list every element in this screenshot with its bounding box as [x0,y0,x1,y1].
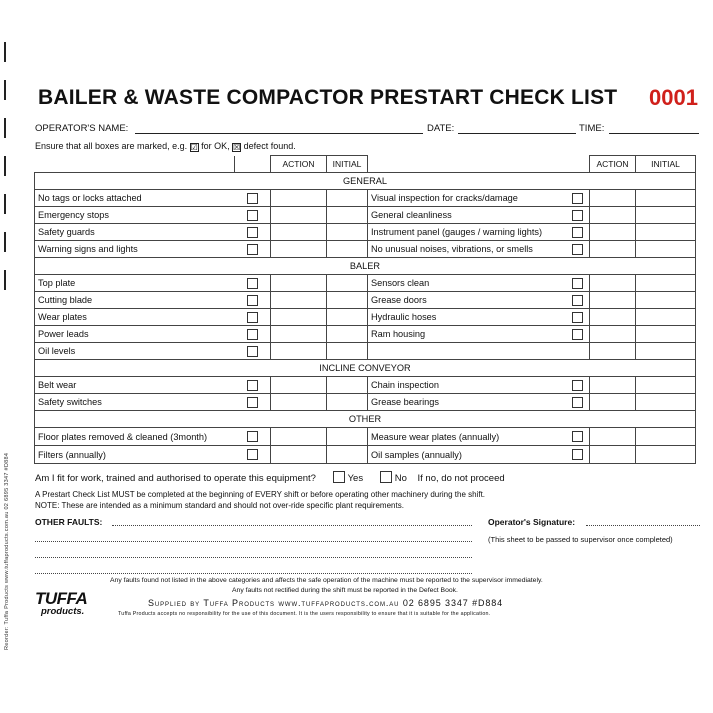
check-box-cell [235,343,271,360]
check-item-label: Measure wear plates (annually) [368,428,590,446]
checklist-table [34,155,696,464]
edge-mark [4,42,6,62]
checklist-row [35,446,696,464]
no-label: No [394,473,407,484]
check-item-label [368,343,590,360]
check-box-cell [235,377,271,394]
disclaimer: Tuffa Products accepts no responsibility for the use of this document. It is the users responsibility to ensure that it is suitable for the application. [118,611,491,617]
checklist-row [35,292,696,309]
section-title: BALER [35,258,696,275]
initial-header: INITIAL [636,156,696,173]
other-faults-line[interactable] [35,541,472,542]
check-checkbox[interactable] [247,329,258,340]
check-checkbox[interactable] [572,449,583,460]
check-item-label: Safety switches [35,394,235,411]
action-cell[interactable] [271,275,327,292]
initial-cell[interactable] [636,394,696,411]
initial-cell[interactable] [327,190,368,207]
check-item-label: No tags or locks attached [35,190,235,207]
operator-name-field[interactable] [135,133,423,134]
supplier-line: Supplied by Tuffa Products www.tuffaproducts.com.au 02 6895 3347 #D884 [148,598,504,608]
check-box-cell [235,446,271,464]
check-item-label: Ram housing [368,326,590,343]
check-item-label: Top plate [35,275,235,292]
initial-cell[interactable] [327,207,368,224]
initial-cell[interactable] [636,224,696,241]
section-row [35,258,696,275]
check-checkbox[interactable] [572,397,583,408]
check-checkbox[interactable] [247,397,258,408]
action-cell[interactable] [271,224,327,241]
check-box-cell [235,428,271,446]
check-checkbox[interactable] [247,346,258,357]
initial-cell[interactable] [327,275,368,292]
defect-book-note: Any faults not rectified during the shift must be reported in the Defect Book. [232,587,458,594]
edge-mark [4,80,6,100]
fit-question: Am I fit for work, trained and authorised to operate this equipment? [35,473,316,484]
check-item-label: Safety guards [35,224,235,241]
signature-line[interactable] [586,525,700,526]
logo-subtitle: products. [41,606,85,617]
action-cell[interactable] [590,326,636,343]
header-blank [35,156,235,173]
checklist-row [35,394,696,411]
check-checkbox[interactable] [572,329,583,340]
check-item-label: Visual inspection for cracks/damage [368,190,590,207]
checklist-row [35,190,696,207]
checklist-row [35,377,696,394]
action-cell[interactable] [590,292,636,309]
action-cell[interactable] [271,394,327,411]
check-item-label: Hydraulic hoses [368,309,590,326]
action-cell[interactable] [271,377,327,394]
action-cell[interactable] [590,309,636,326]
faults-report-note: Any faults found not listed in the above categories and affects the safe operation of the machine must be reported to the supervisor immediately. [110,577,543,584]
action-cell[interactable] [271,428,327,446]
action-cell[interactable] [271,207,327,224]
initial-cell[interactable] [636,275,696,292]
check-checkbox[interactable] [572,295,583,306]
initial-header: INITIAL [327,156,368,173]
check-item-label: Belt wear [35,377,235,394]
check-checkbox[interactable] [247,193,258,204]
action-cell[interactable] [271,326,327,343]
check-box-cell [235,309,271,326]
edge-mark [4,156,6,176]
checklist-row [35,343,696,360]
check-checkbox[interactable] [247,210,258,221]
edge-mark [4,118,6,138]
initial-cell[interactable] [327,377,368,394]
edge-mark [4,270,6,290]
action-header: ACTION [271,156,327,173]
no-checkbox[interactable] [380,471,392,483]
check-item-label: Cutting blade [35,292,235,309]
action-cell[interactable] [590,207,636,224]
section-row [35,411,696,428]
check-checkbox[interactable] [247,295,258,306]
checklist-row [35,309,696,326]
initial-cell[interactable] [327,394,368,411]
checklist-row [35,428,696,446]
action-cell[interactable] [590,275,636,292]
check-box-cell [235,207,271,224]
section-title: GENERAL [35,173,696,190]
edge-mark [4,194,6,214]
check-checkbox[interactable] [572,312,583,323]
check-checkbox[interactable] [572,278,583,289]
date-label: DATE: [427,123,455,134]
checklist-row [35,241,696,258]
if-no-text: If no, do not proceed [417,473,505,484]
initial-cell[interactable] [327,446,368,464]
check-item-label: Emergency stops [35,207,235,224]
section-row [35,360,696,377]
initial-cell[interactable] [636,446,696,464]
check-item-label: Floor plates removed & cleaned (3month) [35,428,235,446]
initial-cell[interactable] [636,343,696,360]
action-cell[interactable] [590,394,636,411]
fit-for-work-row [35,471,505,484]
header-blank [235,156,271,173]
initial-cell[interactable] [636,309,696,326]
initial-cell[interactable] [636,428,696,446]
other-faults-line[interactable] [35,557,472,558]
header-row [35,156,696,173]
check-box-cell [235,275,271,292]
date-field[interactable] [458,133,576,134]
action-cell[interactable] [271,343,327,360]
initial-cell[interactable] [327,224,368,241]
check-checkbox[interactable] [247,244,258,255]
other-faults-line[interactable] [112,525,472,526]
action-header: ACTION [590,156,636,173]
side-reorder-text: Reorder: Tuffa Products www.tuffaproducts.com.au 02 6895 3347 #D884 [4,452,10,650]
check-item-label: Oil levels [35,343,235,360]
check-checkbox[interactable] [247,449,258,460]
signature-label: Operator's Signature: [488,517,576,527]
action-cell[interactable] [271,309,327,326]
checklist-row [35,326,696,343]
tuffa-logo [35,590,107,620]
check-item-label: Oil samples (annually) [368,446,590,464]
check-item-label: Chain inspection [368,377,590,394]
defect-example-icon: ☒ [233,143,241,152]
section-title: INCLINE CONVEYOR [35,360,696,377]
action-cell[interactable] [590,190,636,207]
check-checkbox[interactable] [572,227,583,238]
other-faults-label: OTHER FAULTS: [35,517,103,527]
time-field[interactable] [609,133,699,134]
initial-cell[interactable] [327,343,368,360]
initial-cell[interactable] [636,190,696,207]
check-item-label: Instrument panel (gauges / warning lights) [368,224,590,241]
checklist-row [35,275,696,292]
action-cell[interactable] [271,241,327,258]
check-checkbox[interactable] [572,380,583,391]
check-box-cell [235,224,271,241]
check-checkbox[interactable] [247,431,258,442]
check-checkbox[interactable] [247,380,258,391]
initial-cell[interactable] [636,292,696,309]
section-row [35,173,696,190]
other-faults-line[interactable] [35,573,472,574]
check-checkbox[interactable] [247,227,258,238]
initial-cell[interactable] [327,241,368,258]
prestart-notice: A Prestart Check List MUST be completed at the beginning of EVERY shift or before operating other machinery during the shift. [35,490,486,499]
time-label: TIME: [579,123,605,134]
initial-cell[interactable] [636,377,696,394]
action-cell[interactable] [590,241,636,258]
check-box-cell [235,190,271,207]
check-checkbox[interactable] [247,312,258,323]
initial-cell[interactable] [636,241,696,258]
check-item-label: Power leads [35,326,235,343]
check-item-label: Grease bearings [368,394,590,411]
initial-cell[interactable] [327,428,368,446]
ok-text: for OK, [201,141,230,151]
action-cell[interactable] [590,343,636,360]
check-item-label: Warning signs and lights [35,241,235,258]
ensure-text: Ensure that all boxes are marked, e.g. [35,141,188,151]
check-box-cell [235,394,271,411]
page-title: BAILER & WASTE COMPACTOR PRESTART CHECK LIST [38,86,618,109]
check-item-label: Filters (annually) [35,446,235,464]
action-cell[interactable] [590,224,636,241]
ensure-instruction [35,141,296,152]
ok-example-icon: ☑ [190,143,198,152]
action-cell[interactable] [590,377,636,394]
check-box-cell [235,326,271,343]
checklist-row [35,207,696,224]
action-cell[interactable] [271,190,327,207]
check-item-label: Wear plates [35,309,235,326]
initial-cell[interactable] [636,207,696,224]
check-checkbox[interactable] [247,278,258,289]
initial-cell[interactable] [327,292,368,309]
serial-number: 0001 [649,85,698,110]
action-cell[interactable] [590,446,636,464]
operator-row [35,123,700,137]
check-box-cell [235,292,271,309]
operator-label: OPERATOR'S NAME: [35,123,129,134]
header-blank [368,156,590,173]
defect-text: defect found. [243,141,296,151]
checklist-row [35,224,696,241]
initial-cell[interactable] [327,309,368,326]
initial-cell[interactable] [327,326,368,343]
logo-wordmark: TUFFA [35,589,88,608]
check-item-label: General cleanliness [368,207,590,224]
pass-to-supervisor-note: (This sheet to be passed to supervisor once completed) [488,535,673,544]
check-box-cell [235,241,271,258]
yes-checkbox[interactable] [333,471,345,483]
action-cell[interactable] [271,446,327,464]
initial-cell[interactable] [636,326,696,343]
check-item-label: No unusual noises, vibrations, or smells [368,241,590,258]
check-checkbox[interactable] [572,244,583,255]
section-title: OTHER [35,411,696,428]
action-cell[interactable] [271,292,327,309]
action-cell[interactable] [590,428,636,446]
check-checkbox[interactable] [572,431,583,442]
yes-label: Yes [347,473,364,484]
check-checkbox[interactable] [572,210,583,221]
check-checkbox[interactable] [572,193,583,204]
minimum-standard-note: NOTE: These are intended as a minimum standard and should not over-ride specific plant requirements. [35,501,404,510]
edge-mark [4,232,6,252]
check-item-label: Grease doors [368,292,590,309]
check-item-label: Sensors clean [368,275,590,292]
